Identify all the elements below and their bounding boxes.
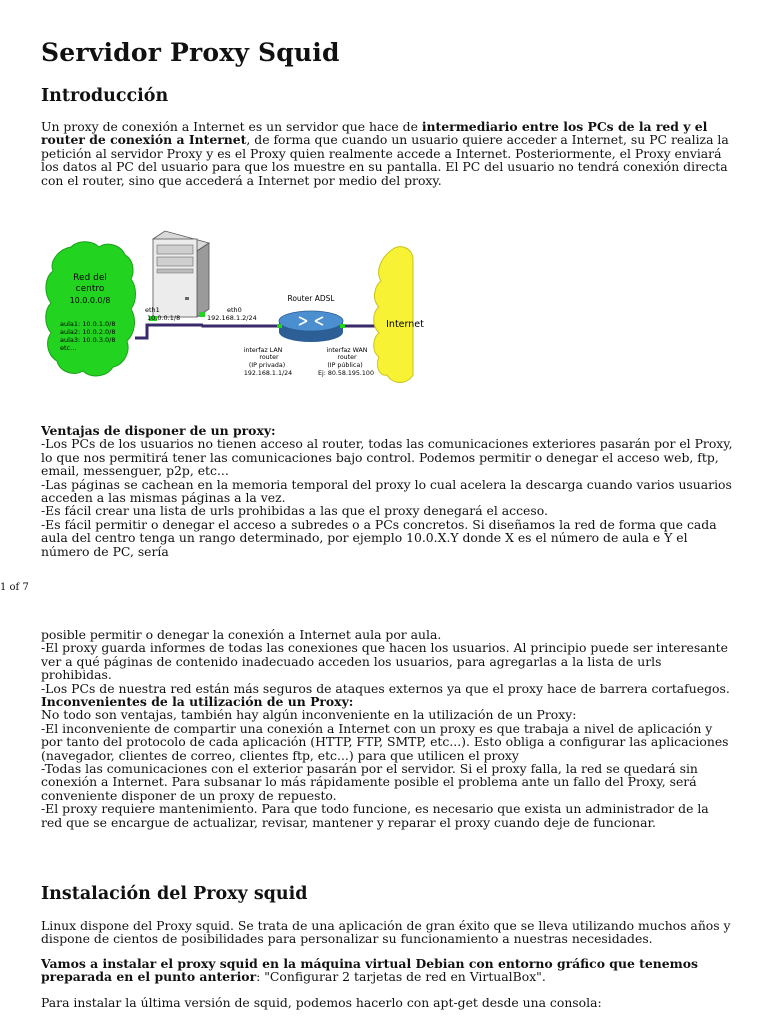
ventajas-line-3: -Es fácil crear una lista de urls prohibidas a las que el proxy denegará el acceso.	[41, 503, 548, 519]
intro-text-c: , de forma que cuando un usuario quiere acceder a Internet, su PC realiza la petición al servidor Proxy y es el Proxy quien realmente accede a Internet. Posteriormente, el Proxy enviará los datos al PC del usuario para que los muestre en su pantalla. El PC del usuario no tendrá conexión directa con el router, sino que accederá a Internet por medio del proxy.	[41, 132, 729, 188]
instalacion-text-3: Para instalar la última versión de squid, podemos hacerlo con apt-get desde una consola:	[41, 995, 602, 1010]
page-number: 1 of 7	[0, 582, 29, 593]
instalacion-p3	[41, 996, 733, 1009]
network-diagram	[41, 225, 424, 403]
lan-iface-2: router	[259, 354, 279, 361]
link-lan-server	[135, 325, 203, 338]
eth1-ip: 10.0.0.1/8	[147, 314, 181, 322]
ventajas-heading: Ventajas de disponer de un proxy:	[41, 423, 276, 438]
ventajas-cont-2: -El proxy guarda informes de todas las conexiones que hacen los usuarios. Al principio puede ser interesante ver a qué páginas de contenido inadecuado acceden los usuarios, para agregarlas a la lista de urls prohibidas.	[41, 640, 728, 683]
link-server-router	[203, 325, 277, 326]
router-icon	[277, 311, 345, 342]
router-label: Router ADSL	[287, 294, 335, 303]
page-title: Servidor Proxy Squid	[41, 38, 340, 67]
instalacion-p2	[41, 957, 733, 984]
lan-cloud-title2: centro	[75, 284, 105, 294]
instalacion-text-2-rest: : "Configurar 2 tarjetas de red en VirtualBox".	[256, 969, 546, 985]
lan-aula3: aula3: 10.0.3.0/8	[60, 336, 116, 344]
ventajas-line-1: -Los PCs de los usuarios no tienen acceso al router, todas las comunicaciones exteriores pasarán por el Proxy, lo que nos permitirá tener las comunicaciones bajo control. Podemos permitir o denegar el acceso web, ftp, email, messenguer, p2p, etc...	[41, 436, 733, 479]
intro-text-bold: intermediario entre los PCs de la red y el router de conexión a Internet	[41, 119, 708, 148]
eth0-ip: 192.168.1.2/24	[207, 314, 257, 322]
inconvenientes-line-1: No todo son ventajas, también hay algún inconveniente en la utilización de un Proxy:	[41, 707, 577, 723]
ventajas-cont-1: posible permitir o denegar la conexión a Internet aula por aula.	[41, 627, 442, 642]
lan-aula2: aula2: 10.0.2.0/8	[60, 328, 116, 336]
ventajas-cont-3: -Los PCs de nuestra red están más seguros de ataques externos ya que el proxy hace de barrera cortafuegos.	[41, 680, 730, 696]
inconvenientes-line-3: -Todas las comunicaciones con el exterior pasarán por el servidor. Si el proxy falla, la red se quedará sin conexión a Internet. Para subsanar lo más rápidamente posible el problema ante un fallo del Proxy, será conveniente disponer de un proxy de repuesto.	[41, 761, 698, 803]
lan-aula1: aula1: 10.0.1.0/8	[60, 320, 116, 328]
internet-label: Internet	[386, 319, 424, 330]
lan-cloud-title: Red del	[73, 273, 107, 283]
lan-iface-1: interfaz LAN	[243, 347, 283, 354]
inconvenientes-line-2: -El inconveniente de compartir una conexión a Internet con un proxy es que trabaja a nivel de aplicación y por tanto del protocolo de cada aplicación (HTTP, FTP, SMTP, etc...). Esto obliga a configurar las aplicaciones (navegador, clientes de correo, clientes ftp, etc...) para que utilicen el proxy	[41, 720, 729, 763]
ventajas-block	[41, 424, 733, 558]
wan-iface-4: Ej: 80.58.195.100	[318, 370, 374, 377]
lan-cloud-icon	[46, 242, 136, 376]
inconvenientes-block	[41, 695, 733, 829]
instalacion-text-1: Linux dispone del Proxy squid. Se trata de una aplicación de gran éxito que se lleva utilizando muchos años y dispone de cientos de posibilidades para personalizar su funcionamiento a nuestras necesidades.	[41, 918, 731, 947]
ventajas-continued	[41, 628, 733, 695]
wan-iface-2: router	[337, 354, 357, 361]
ventajas-line-2: -Las páginas se cachean en la memoria temporal del proxy lo cual acelera la descarga cuando varios usuarios acceden a las mismas páginas a la vez.	[41, 476, 732, 506]
lan-cloud-network: 10.0.0.0/8	[69, 296, 111, 305]
ventajas-line-4: -Es fácil permitir o denegar el acceso a subredes o a PCs concretos. Si diseñamos la red de forma que cada aula del centro tenga un rango determinado, por ejemplo 10.0.X.Y donde X es el número de aula e Y el número de PC, sería	[41, 516, 717, 559]
intro-text-a: Un proxy de conexión a Internet es un servidor que hace de	[41, 119, 422, 134]
intro-paragraph	[41, 120, 733, 187]
eth1-label: eth1	[145, 306, 160, 314]
inconvenientes-line-4: -El proxy requiere mantenimiento. Para que todo funcione, es necesario que exista un administrador de la red que se encargue de actualizar, revisar, mantener y reparar el proxy cuando deje de funcionar.	[41, 801, 709, 830]
wan-iface-1: interfaz WAN	[326, 347, 368, 354]
inconvenientes-heading: Inconvenientes de la utilización de un Proxy:	[41, 694, 354, 709]
section-heading-intro: Introducción	[41, 86, 169, 106]
internet-cloud-icon	[374, 247, 413, 383]
eth0-label: eth0	[227, 306, 242, 314]
lan-iface-3: (IP privada)	[248, 362, 286, 369]
instalacion-p1	[41, 919, 733, 946]
instalacion-text-2-bold: Vamos a instalar el proxy squid en la máquina virtual Debian con entorno gráfico que tenemos preparada en el punto anterior	[41, 956, 699, 985]
lan-iface-4: 192.168.1.1/24	[243, 370, 293, 377]
wan-iface-3: (IP pública)	[327, 362, 363, 369]
lan-etc: etc...	[60, 344, 77, 352]
section-heading-instalacion: Instalación del Proxy squid	[41, 884, 308, 904]
